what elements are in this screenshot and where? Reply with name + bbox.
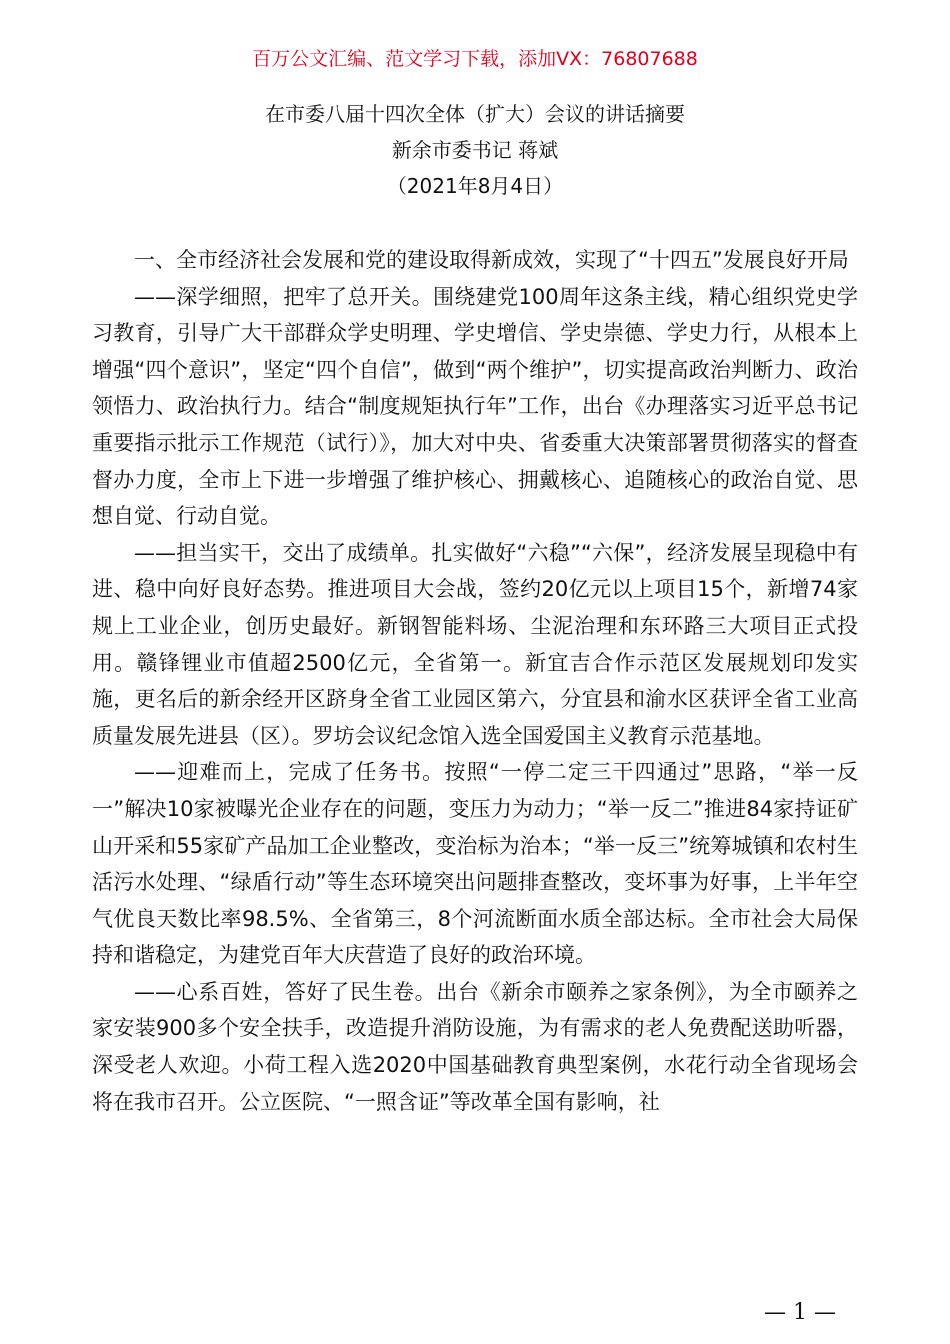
document-body <box>92 242 858 1120</box>
section-heading: 一、全市经济社会发展和党的建设取得新成效，实现了“十四五”发展良好开局 <box>134 248 849 272</box>
paragraph: ——迎难而上，完成了任务书。按照“一停二定三干四通过”思路，“举一反一”解决10家被曝光企业存在的问题，变压力为动力；“举一反二”推进84家持证矿山开采和55家矿产品加工企业整改，变治标为治本；“举一反三”统筹城镇和农村生活污水处理、“绿盾行动”等生态环境突出问题排查整改，变坏事为好事，上半年空气优良天数比率98.5%、全省第三，8个河流断面水质全部达标。全市社会大局保持和谐稳定，为建党百年大庆营造了良好的政治环境。 <box>92 760 858 968</box>
paragraph: ——担当实干，交出了成绩单。扎实做好“六稳”“六保”，经济发展呈现稳中有进、稳中向好良好态势。推进项目大会战，签约20亿元以上项目15个，新增74家规上工业企业，创历史最好。新钢智能料场、尘泥治理和东环路三大项目正式投用。赣锋锂业市值超2500亿元，全省第一。新宜吉合作示范区发展规划印发实施，更名后的新余经开区跻身全省工业园区第六，分宜县和渝水区获评全省工业高质量发展先进县（区）。罗坊会议纪念馆入选全国爱国主义教育示范基地。 <box>92 540 858 748</box>
promo-banner: 百万公文汇编、范文学习下载，添加VX：76807688 <box>252 48 698 70</box>
paragraph: ——深学细照，把牢了总开关。围绕建党100周年这条主线，精心组织党史学习教育，引导广大干部群众学史明理、学史增信、学史崇德、学史力行，从根本上增强“四个意识”，坚定“四个自信”，做到“两个维护”，切实提高政治判断力、政治领悟力、政治执行力。结合“制度规矩执行年”工作，出台《办理落实习近平总书记重要指示批示工作规范（试行）》，加大对中央、省委重大决策部署贯彻落实的督查督办力度，全市上下进一步增强了维护核心、拥戴核心、追随核心的政治自觉、思想自觉、行动自觉。 <box>92 284 858 529</box>
document-title: 在市委八届十四次全体（扩大）会议的讲话摘要 <box>265 102 685 126</box>
paragraph: ——心系百姓，答好了民生卷。出台《新余市颐养之家条例》，为全市颐养之家安装900多个安全扶手，改造提升消防设施，为有需求的老人免费配送助听器，深受老人欢迎。小荷工程入选2020中国基础教育典型案例，水花行动全省现场会将在我市召开。公立医院、“一照含证”等改革全国有影响，社 <box>92 979 858 1114</box>
document-date: （2021年8月4日） <box>386 174 564 198</box>
document-author: 新余市委书记 蒋斌 <box>391 138 559 162</box>
title-block <box>0 96 950 204</box>
page-number: — 1 — <box>764 1300 836 1325</box>
